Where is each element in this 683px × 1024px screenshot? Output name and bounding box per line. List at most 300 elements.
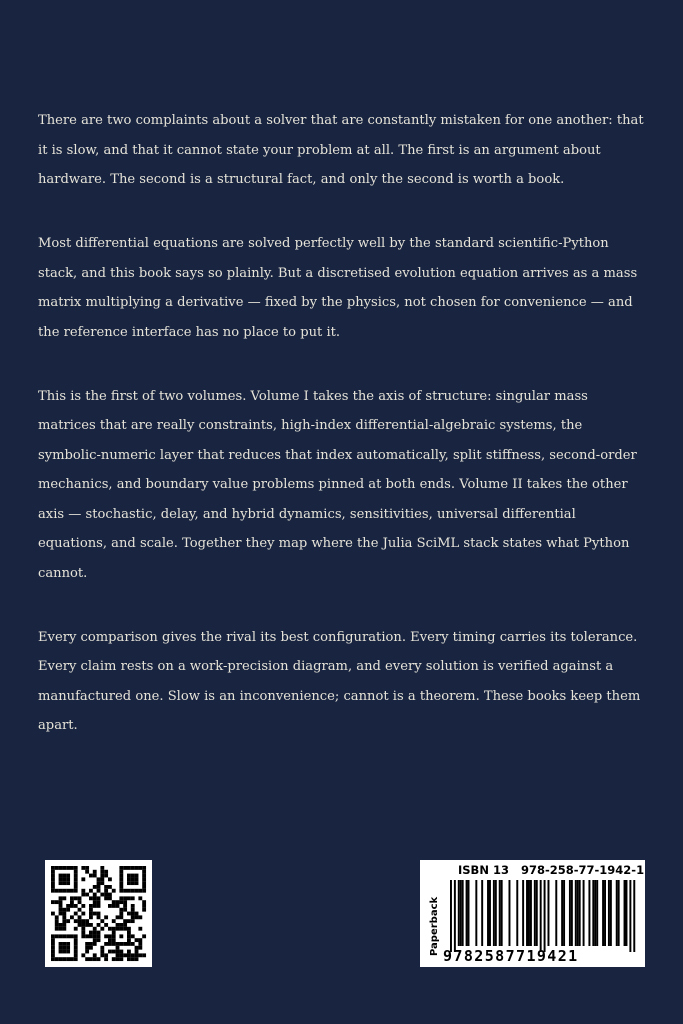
barcode-bar: [588, 880, 590, 946]
qr-module: [104, 893, 108, 897]
qr-module: [142, 870, 146, 874]
qr-module: [89, 912, 93, 916]
barcode-bar: [608, 880, 610, 946]
barcode-guard-bar: [450, 880, 452, 952]
qr-module: [138, 927, 142, 931]
barcode-guard-bar: [629, 880, 631, 952]
qr-module: [100, 870, 104, 874]
qr-module: [81, 927, 85, 931]
qr-module: [127, 866, 131, 870]
qr-module: [89, 908, 93, 912]
qr-module: [119, 953, 123, 957]
barcode-bar: [493, 880, 495, 946]
qr-module: [70, 915, 74, 919]
qr-module: [66, 919, 70, 923]
qr-module: [62, 957, 66, 961]
barcode-bar: [462, 880, 464, 946]
qr-module: [127, 957, 131, 961]
qr-module: [108, 942, 112, 946]
format-label: Paperback: [429, 896, 440, 956]
qr-module: [131, 942, 135, 946]
qr-module: [66, 934, 70, 938]
qr-module: [135, 946, 139, 950]
barcode-bar: [495, 880, 497, 946]
qr-module: [97, 889, 101, 893]
barcode-guard-bar: [633, 880, 635, 952]
qr-module: [119, 942, 123, 946]
qr-module: [119, 885, 123, 889]
qr-module: [119, 870, 123, 874]
barcode-bar: [526, 880, 528, 946]
qr-module: [127, 934, 131, 938]
qr-module: [74, 881, 78, 885]
qr-module: [74, 919, 78, 923]
qr-module: [78, 919, 82, 923]
qr-module: [89, 931, 93, 935]
qr-module: [131, 957, 135, 961]
qr-module: [119, 950, 123, 954]
qr-module: [97, 934, 101, 938]
barcode-bar: [594, 880, 596, 946]
qr-module: [51, 938, 55, 942]
qr-module: [135, 889, 139, 893]
qr-module: [62, 915, 66, 919]
qr-module: [131, 908, 135, 912]
qr-module: [93, 953, 97, 957]
qr-module: [89, 957, 93, 961]
barcode-guard-bar: [544, 880, 546, 952]
qr-module: [100, 877, 104, 881]
qr-module: [55, 957, 59, 961]
qr-module: [116, 923, 120, 927]
qr-module: [78, 900, 82, 904]
qr-module: [119, 889, 123, 893]
qr-module: [74, 957, 78, 961]
qr-module: [100, 866, 104, 870]
qr-module: [62, 919, 66, 923]
qr-module: [62, 950, 66, 954]
barcode-bar: [534, 880, 536, 946]
barcode-bar: [579, 880, 581, 946]
qr-module: [135, 915, 139, 919]
qr-module: [51, 950, 55, 954]
qr-module: [66, 889, 70, 893]
barcode-bar: [466, 880, 468, 946]
barcode-bar: [522, 880, 524, 946]
qr-module: [104, 915, 108, 919]
qr-module: [116, 927, 120, 931]
qr-module: [116, 957, 120, 961]
barcode-bar: [509, 880, 511, 946]
qr-module: [51, 866, 55, 870]
qr-module: [81, 931, 85, 935]
qr-module: [104, 874, 108, 878]
qr-module: [135, 912, 139, 916]
qr-module: [74, 904, 78, 908]
qr-module: [85, 866, 89, 870]
qr-module: [81, 912, 85, 916]
qr-module: [55, 919, 59, 923]
qr-module: [51, 870, 55, 874]
barcode-guard-bar: [454, 880, 456, 952]
qr-module: [97, 881, 101, 885]
qr-module: [135, 938, 139, 942]
qr-module: [62, 877, 66, 881]
qr-module: [62, 912, 66, 916]
isbn-label: ISBN 13: [458, 863, 509, 877]
qr-module: [116, 950, 120, 954]
qr-module: [93, 874, 97, 878]
qr-module: [66, 908, 70, 912]
barcode-bar: [501, 880, 503, 946]
qr-module: [142, 900, 146, 904]
qr-module: [112, 942, 116, 946]
qr-module: [119, 900, 123, 904]
barcode-bar: [618, 880, 620, 946]
qr-module: [116, 900, 120, 904]
qr-module: [74, 938, 78, 942]
qr-module: [119, 934, 123, 938]
qr-module: [55, 900, 59, 904]
qr-module: [108, 904, 112, 908]
qr-module: [104, 923, 108, 927]
qr-module: [104, 934, 108, 938]
qr-module: [66, 866, 70, 870]
qr-module: [74, 942, 78, 946]
qr-module: [85, 919, 89, 923]
barcode-bar: [548, 880, 550, 946]
qr-module: [131, 915, 135, 919]
qr-module: [89, 934, 93, 938]
qr-module: [138, 942, 142, 946]
qr-module: [59, 896, 63, 900]
barcode-bar: [577, 880, 579, 946]
qr-module: [123, 942, 127, 946]
qr-module: [119, 881, 123, 885]
qr-module: [108, 950, 112, 954]
qr-module: [119, 927, 123, 931]
qr-module: [127, 919, 131, 923]
qr-module: [85, 870, 89, 874]
blurb-paragraph-4: Every comparison gives the rival its best configuration. Every timing carries its tolerance. Every claim rests on a work-precision diagram, and every solution is verified against a manufactured one. Slow is an inconvenience; cannot is a theorem. These books keep them apart.: [38, 629, 641, 733]
qr-module: [97, 885, 101, 889]
qr-module: [97, 896, 101, 900]
barcode-bar: [610, 880, 612, 946]
qr-module: [51, 900, 55, 904]
qr-module: [108, 934, 112, 938]
qr-module: [55, 889, 59, 893]
qr-module: [108, 893, 112, 897]
qr-module: [74, 912, 78, 916]
qr-module: [131, 889, 135, 893]
qr-module: [131, 953, 135, 957]
qr-module: [74, 870, 78, 874]
isbn-barcode: [420, 860, 645, 967]
barcode-guard-bar: [540, 880, 542, 952]
qr-module: [119, 923, 123, 927]
qr-module: [93, 893, 97, 897]
qr-module: [55, 866, 59, 870]
qr-module: [112, 889, 116, 893]
barcode-bar: [536, 880, 538, 946]
barcode-bar: [575, 880, 577, 946]
qr-module: [135, 881, 139, 885]
barcode-bar: [555, 880, 557, 946]
qr-module: [89, 874, 93, 878]
qr-module: [108, 896, 112, 900]
qr-module: [74, 885, 78, 889]
qr-module: [59, 942, 63, 946]
qr-module: [66, 957, 70, 961]
qr-module: [62, 923, 66, 927]
qr-module: [81, 904, 85, 908]
qr-module: [62, 866, 66, 870]
qr-module: [89, 923, 93, 927]
qr-module: [100, 950, 104, 954]
barcode-bar: [460, 880, 462, 946]
qr-module: [119, 908, 123, 912]
qr-module: [85, 923, 89, 927]
qr-module: [138, 915, 142, 919]
qr-module: [81, 866, 85, 870]
qr-module: [59, 927, 63, 931]
qr-module: [142, 877, 146, 881]
qr-module: [93, 938, 97, 942]
qr-module: [62, 942, 66, 946]
qr-module: [93, 957, 97, 961]
qr-module: [112, 904, 116, 908]
qr-module: [131, 934, 135, 938]
qr-module: [127, 889, 131, 893]
qr-module: [74, 950, 78, 954]
qr-module: [74, 877, 78, 881]
qr-module: [74, 874, 78, 878]
qr-module: [70, 866, 74, 870]
barcode-bar: [624, 880, 626, 946]
qr-module: [119, 912, 123, 916]
qr-module: [104, 885, 108, 889]
qr-module: [51, 881, 55, 885]
barcode-bar: [592, 880, 594, 946]
qr-module: [104, 896, 108, 900]
qr-module: [127, 896, 131, 900]
barcode-bar: [569, 880, 571, 946]
qr-module: [127, 950, 131, 954]
qr-module: [100, 946, 104, 950]
qr-module: [112, 950, 116, 954]
qr-module: [85, 946, 89, 950]
qr-module: [89, 915, 93, 919]
qr-module: [104, 957, 108, 961]
qr-module: [135, 877, 139, 881]
qr-module: [70, 957, 74, 961]
qr-module: [93, 942, 97, 946]
qr-module: [62, 908, 66, 912]
qr-module: [51, 874, 55, 878]
qr-module: [131, 874, 135, 878]
qr-module: [59, 904, 63, 908]
qr-module: [93, 870, 97, 874]
qr-module: [123, 927, 127, 931]
barcode-bar: [583, 880, 585, 946]
qr-module: [127, 927, 131, 931]
qr-module: [135, 950, 139, 954]
qr-module: [85, 893, 89, 897]
qr-module: [123, 866, 127, 870]
qr-module: [81, 877, 85, 881]
qr-module: [59, 900, 63, 904]
qr-module: [59, 912, 63, 916]
qr-module: [142, 874, 146, 878]
qr-module: [135, 957, 139, 961]
qr-module: [108, 877, 112, 881]
qr-code: [45, 860, 152, 967]
qr-module: [142, 866, 146, 870]
qr-module: [59, 866, 63, 870]
qr-module: [59, 950, 63, 954]
qr-module: [127, 938, 131, 942]
qr-module: [78, 923, 82, 927]
qr-module: [116, 904, 120, 908]
barcode-bar: [604, 880, 606, 946]
qr-module: [138, 889, 142, 893]
qr-module: [119, 877, 123, 881]
qr-module: [51, 957, 55, 961]
qr-module: [100, 881, 104, 885]
qr-module: [81, 889, 85, 893]
qr-module: [100, 874, 104, 878]
qr-module: [116, 953, 120, 957]
qr-module: [127, 931, 131, 935]
barcode-bar: [475, 880, 477, 946]
qr-module: [81, 934, 85, 938]
barcode-digits: 9782587719421: [443, 947, 579, 965]
qr-module: [59, 881, 63, 885]
qr-module: [104, 889, 108, 893]
qr-module: [127, 912, 131, 916]
qr-module: [85, 942, 89, 946]
qr-module: [116, 946, 120, 950]
qr-module: [59, 877, 63, 881]
qr-module: [127, 942, 131, 946]
barcode-bar: [499, 880, 501, 946]
qr-module: [51, 885, 55, 889]
qr-module: [123, 908, 127, 912]
barcode-bar: [481, 880, 483, 946]
qr-module: [112, 938, 116, 942]
qr-module: [142, 885, 146, 889]
qr-module: [138, 866, 142, 870]
qr-module: [138, 953, 142, 957]
qr-module: [89, 946, 93, 950]
qr-module: [97, 900, 101, 904]
qr-module: [131, 904, 135, 908]
blurb-paragraph-3: This is the first of two volumes. Volume I takes the axis of structure: singular mass matrices that are really constraints, high-index differential-algebraic systems, the symbolic-numeric layer that reduces that index automatically, split stiffness, second-order mechanics, and boundary value problems pinned at both ends. Volume II takes the other axis — stochastic, delay, and hybrid dynamics, sensitivities, universal differential equations, and scale. Together they map where the Julia SciML stack states what Python cannot.: [38, 388, 637, 581]
qr-module: [112, 931, 116, 935]
qr-module: [74, 946, 78, 950]
qr-module: [55, 915, 59, 919]
qr-module: [51, 877, 55, 881]
qr-module: [93, 885, 97, 889]
qr-module: [62, 896, 66, 900]
qr-module: [97, 912, 101, 916]
qr-module: [119, 896, 123, 900]
qr-module: [74, 934, 78, 938]
qr-module: [93, 900, 97, 904]
qr-module: [59, 957, 63, 961]
qr-module: [104, 953, 108, 957]
qr-module: [93, 931, 97, 935]
qr-module: [123, 919, 127, 923]
qr-module: [97, 923, 101, 927]
back-cover-blurb: [38, 106, 646, 775]
qr-module: [62, 881, 66, 885]
barcode-bar: [596, 880, 598, 946]
barcode-bar: [571, 880, 573, 946]
qr-module: [66, 950, 70, 954]
qr-module: [59, 908, 63, 912]
qr-module: [123, 923, 127, 927]
barcode-bar: [616, 880, 618, 946]
qr-module: [108, 938, 112, 942]
barcode-bar: [563, 880, 565, 946]
blurb-paragraph-1: There are two complaints about a solver that are constantly mistaken for one another: that it is slow, and that it cannot state your problem at all. The first is an argument about hardware. The second is a structural fact, and only the second is worth a book.: [38, 113, 644, 187]
barcode-bar: [458, 880, 460, 946]
qr-module: [119, 866, 123, 870]
qr-module: [135, 953, 139, 957]
qr-module: [51, 942, 55, 946]
qr-module: [78, 896, 82, 900]
barcode-bar: [561, 880, 563, 946]
qr-module: [66, 904, 70, 908]
qr-module: [59, 934, 63, 938]
isbn-line: [458, 863, 644, 877]
qr-module: [51, 889, 55, 893]
qr-module: [119, 874, 123, 878]
qr-module: [62, 946, 66, 950]
qr-module: [59, 946, 63, 950]
qr-module: [51, 953, 55, 957]
qr-module: [74, 953, 78, 957]
qr-module: [97, 877, 101, 881]
qr-module: [89, 889, 93, 893]
isbn-number: 978-258-77-1942-1: [520, 863, 645, 877]
qr-module: [85, 934, 89, 938]
qr-module: [85, 950, 89, 954]
qr-module: [93, 934, 97, 938]
qr-module: [131, 896, 135, 900]
qr-module: [51, 946, 55, 950]
qr-module: [135, 874, 139, 878]
qr-module: [116, 915, 120, 919]
qr-module: [135, 866, 139, 870]
qr-module: [81, 953, 85, 957]
qr-module: [62, 874, 66, 878]
qr-module: [119, 957, 123, 961]
qr-module: [142, 934, 146, 938]
qr-module: [89, 896, 93, 900]
qr-module: [66, 874, 70, 878]
barcode-bar: [468, 880, 470, 946]
qr-module: [66, 881, 70, 885]
qr-module: [70, 889, 74, 893]
qr-module: [74, 896, 78, 900]
qr-module: [131, 912, 135, 916]
qr-module: [81, 919, 85, 923]
barcode-bar: [487, 880, 489, 946]
qr-module: [97, 904, 101, 908]
qr-module: [119, 915, 123, 919]
